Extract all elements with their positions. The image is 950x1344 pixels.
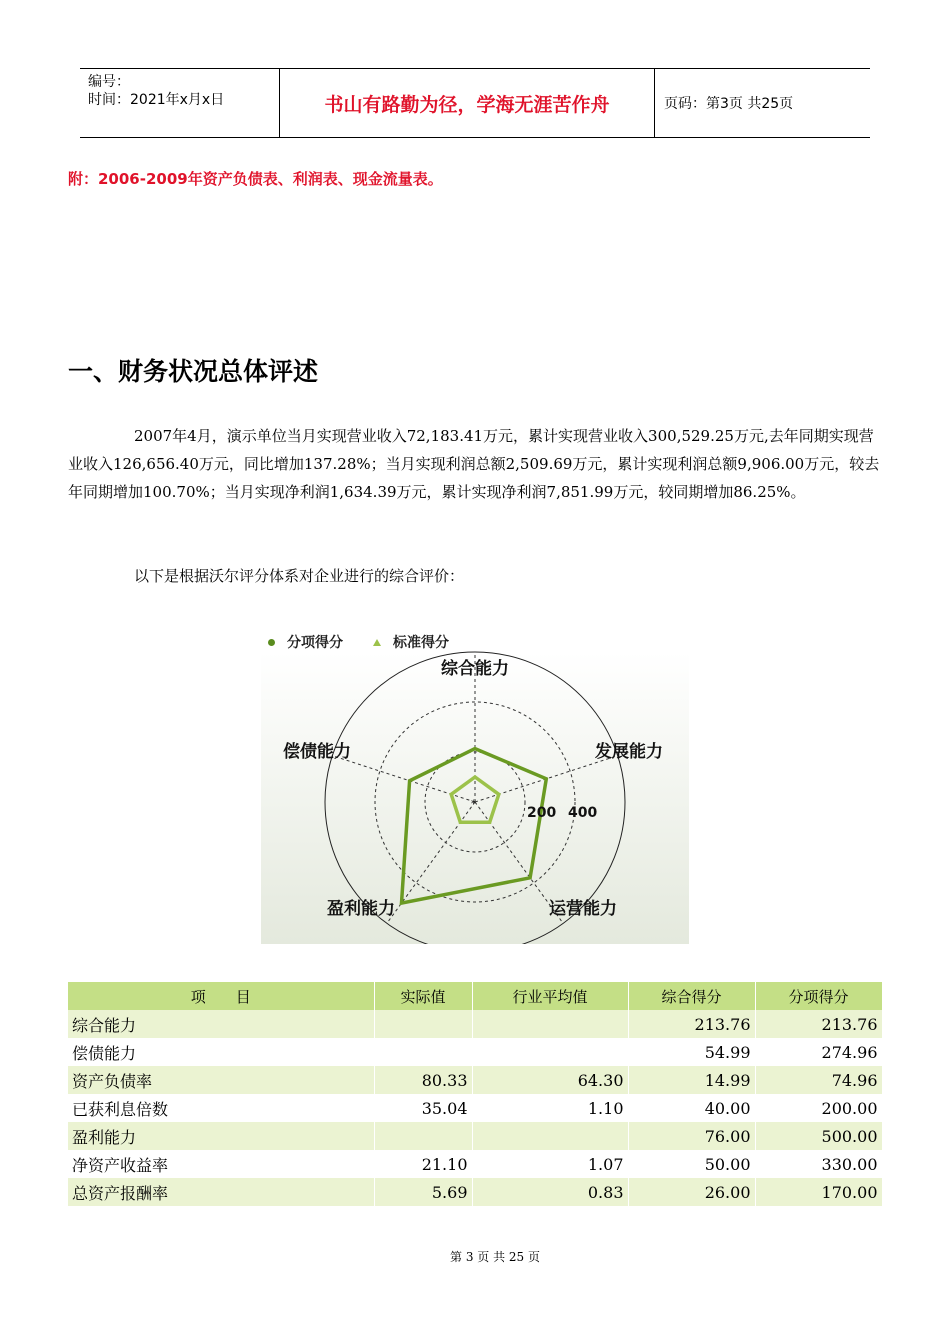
table-cell: 21.10 bbox=[374, 1150, 472, 1178]
row-label: 资产负债率 bbox=[68, 1066, 374, 1094]
time-label: 时间：2021年x月x日 bbox=[88, 92, 225, 108]
header-page-info: 页码：第3页 共25页 bbox=[664, 96, 794, 112]
legend-item-series1: 分项得分 bbox=[287, 635, 343, 651]
table-row bbox=[68, 1038, 882, 1066]
summary-text: 2007年4月，演示单位当月实现营业收入72,183.41万元，累计实现营业收入300,529.25万元,去年同期实现营业收入126,656.40万元，同比增加137.28%；当月实现利润总额2,509.69万元，累计实现利润总额9,906.00万元，较去年同期增加100.70%；当月实现净利润1,634.39万元，累计实现净利润7,851.99万元，较同期增加86.25%。 bbox=[68, 427, 880, 501]
table-header-cell: 项 目 bbox=[68, 982, 374, 1010]
table-header-row bbox=[68, 982, 882, 1010]
section-title: 一、财务状况总体评述 bbox=[68, 357, 319, 386]
table-cell: 500.00 bbox=[755, 1122, 882, 1150]
table-row bbox=[68, 1122, 882, 1150]
table-cell: 274.96 bbox=[755, 1038, 882, 1066]
radar-chart bbox=[261, 630, 689, 944]
radar-axis-label: 运营能力 bbox=[549, 899, 617, 919]
table-cell: 80.33 bbox=[374, 1066, 472, 1094]
table-cell: 40.00 bbox=[628, 1094, 755, 1122]
radar-tick-label: 200 bbox=[527, 805, 557, 821]
row-label: 净资产收益率 bbox=[68, 1150, 374, 1178]
table-cell: 54.99 bbox=[628, 1038, 755, 1066]
radar-axis-label: 发展能力 bbox=[595, 742, 663, 762]
table-header-cell: 综合得分 bbox=[628, 982, 755, 1010]
radar-center-marker: * bbox=[471, 799, 476, 810]
row-label: 盈利能力 bbox=[68, 1122, 374, 1150]
page-footer: 第 3 页 共 25 页 bbox=[450, 1250, 540, 1264]
evaluation-intro: 以下是根据沃尔评分体系对企业进行的综合评价： bbox=[134, 567, 465, 585]
table-cell: 64.30 bbox=[472, 1066, 628, 1094]
table-header-cell: 分项得分 bbox=[755, 982, 882, 1010]
table-row bbox=[68, 1066, 882, 1094]
header-meta bbox=[80, 69, 280, 137]
table-cell: 5.69 bbox=[374, 1178, 472, 1206]
table-header-cell: 行业平均值 bbox=[472, 982, 628, 1010]
table-cell: 200.00 bbox=[755, 1094, 882, 1122]
chart-legend bbox=[264, 632, 449, 652]
table-cell: 330.00 bbox=[755, 1150, 882, 1178]
summary-paragraph bbox=[68, 422, 880, 506]
table-cell: 1.07 bbox=[472, 1150, 628, 1178]
table-cell: 50.00 bbox=[628, 1150, 755, 1178]
page-header bbox=[80, 68, 870, 138]
table-row bbox=[68, 1178, 882, 1206]
legend-item-series2: 标准得分 bbox=[393, 635, 449, 651]
table-cell bbox=[472, 1122, 628, 1150]
table-cell bbox=[472, 1038, 628, 1066]
table-cell: 74.96 bbox=[755, 1066, 882, 1094]
appendix-note: 附：2006-2009年资产负债表、利润表、现金流量表。 bbox=[68, 170, 443, 188]
table-row bbox=[68, 1150, 882, 1178]
table-row bbox=[68, 1094, 882, 1122]
table-cell bbox=[374, 1122, 472, 1150]
table-cell: 213.76 bbox=[628, 1010, 755, 1038]
table-cell: 26.00 bbox=[628, 1178, 755, 1206]
legend-dot-icon bbox=[268, 639, 275, 646]
table-cell bbox=[374, 1038, 472, 1066]
radar-axis-label: 偿债能力 bbox=[283, 742, 351, 762]
score-table bbox=[68, 982, 883, 1206]
table-cell bbox=[472, 1010, 628, 1038]
table-cell: 1.10 bbox=[472, 1094, 628, 1122]
table-header-cell: 实际值 bbox=[374, 982, 472, 1010]
row-label: 偿债能力 bbox=[68, 1038, 374, 1066]
table-cell: 76.00 bbox=[628, 1122, 755, 1150]
table-cell: 35.04 bbox=[374, 1094, 472, 1122]
table-cell: 0.83 bbox=[472, 1178, 628, 1206]
radar-tick-label: 400 bbox=[568, 805, 598, 821]
table-cell bbox=[374, 1010, 472, 1038]
header-motto: 书山有路勤为径，学海无涯苦作舟 bbox=[280, 69, 655, 137]
row-label: 已获利息倍数 bbox=[68, 1094, 374, 1122]
radar-chart-svg bbox=[261, 630, 689, 944]
row-label: 总资产报酬率 bbox=[68, 1178, 374, 1206]
table-cell: 14.99 bbox=[628, 1066, 755, 1094]
legend-triangle-icon bbox=[373, 639, 381, 646]
radar-axis-label: 盈利能力 bbox=[327, 899, 395, 919]
row-label: 综合能力 bbox=[68, 1010, 374, 1038]
table-row bbox=[68, 1010, 882, 1038]
radar-axis-label: 综合能力 bbox=[441, 659, 509, 679]
table-cell: 213.76 bbox=[755, 1010, 882, 1038]
number-label: 编号： bbox=[88, 74, 130, 90]
table-cell: 170.00 bbox=[755, 1178, 882, 1206]
